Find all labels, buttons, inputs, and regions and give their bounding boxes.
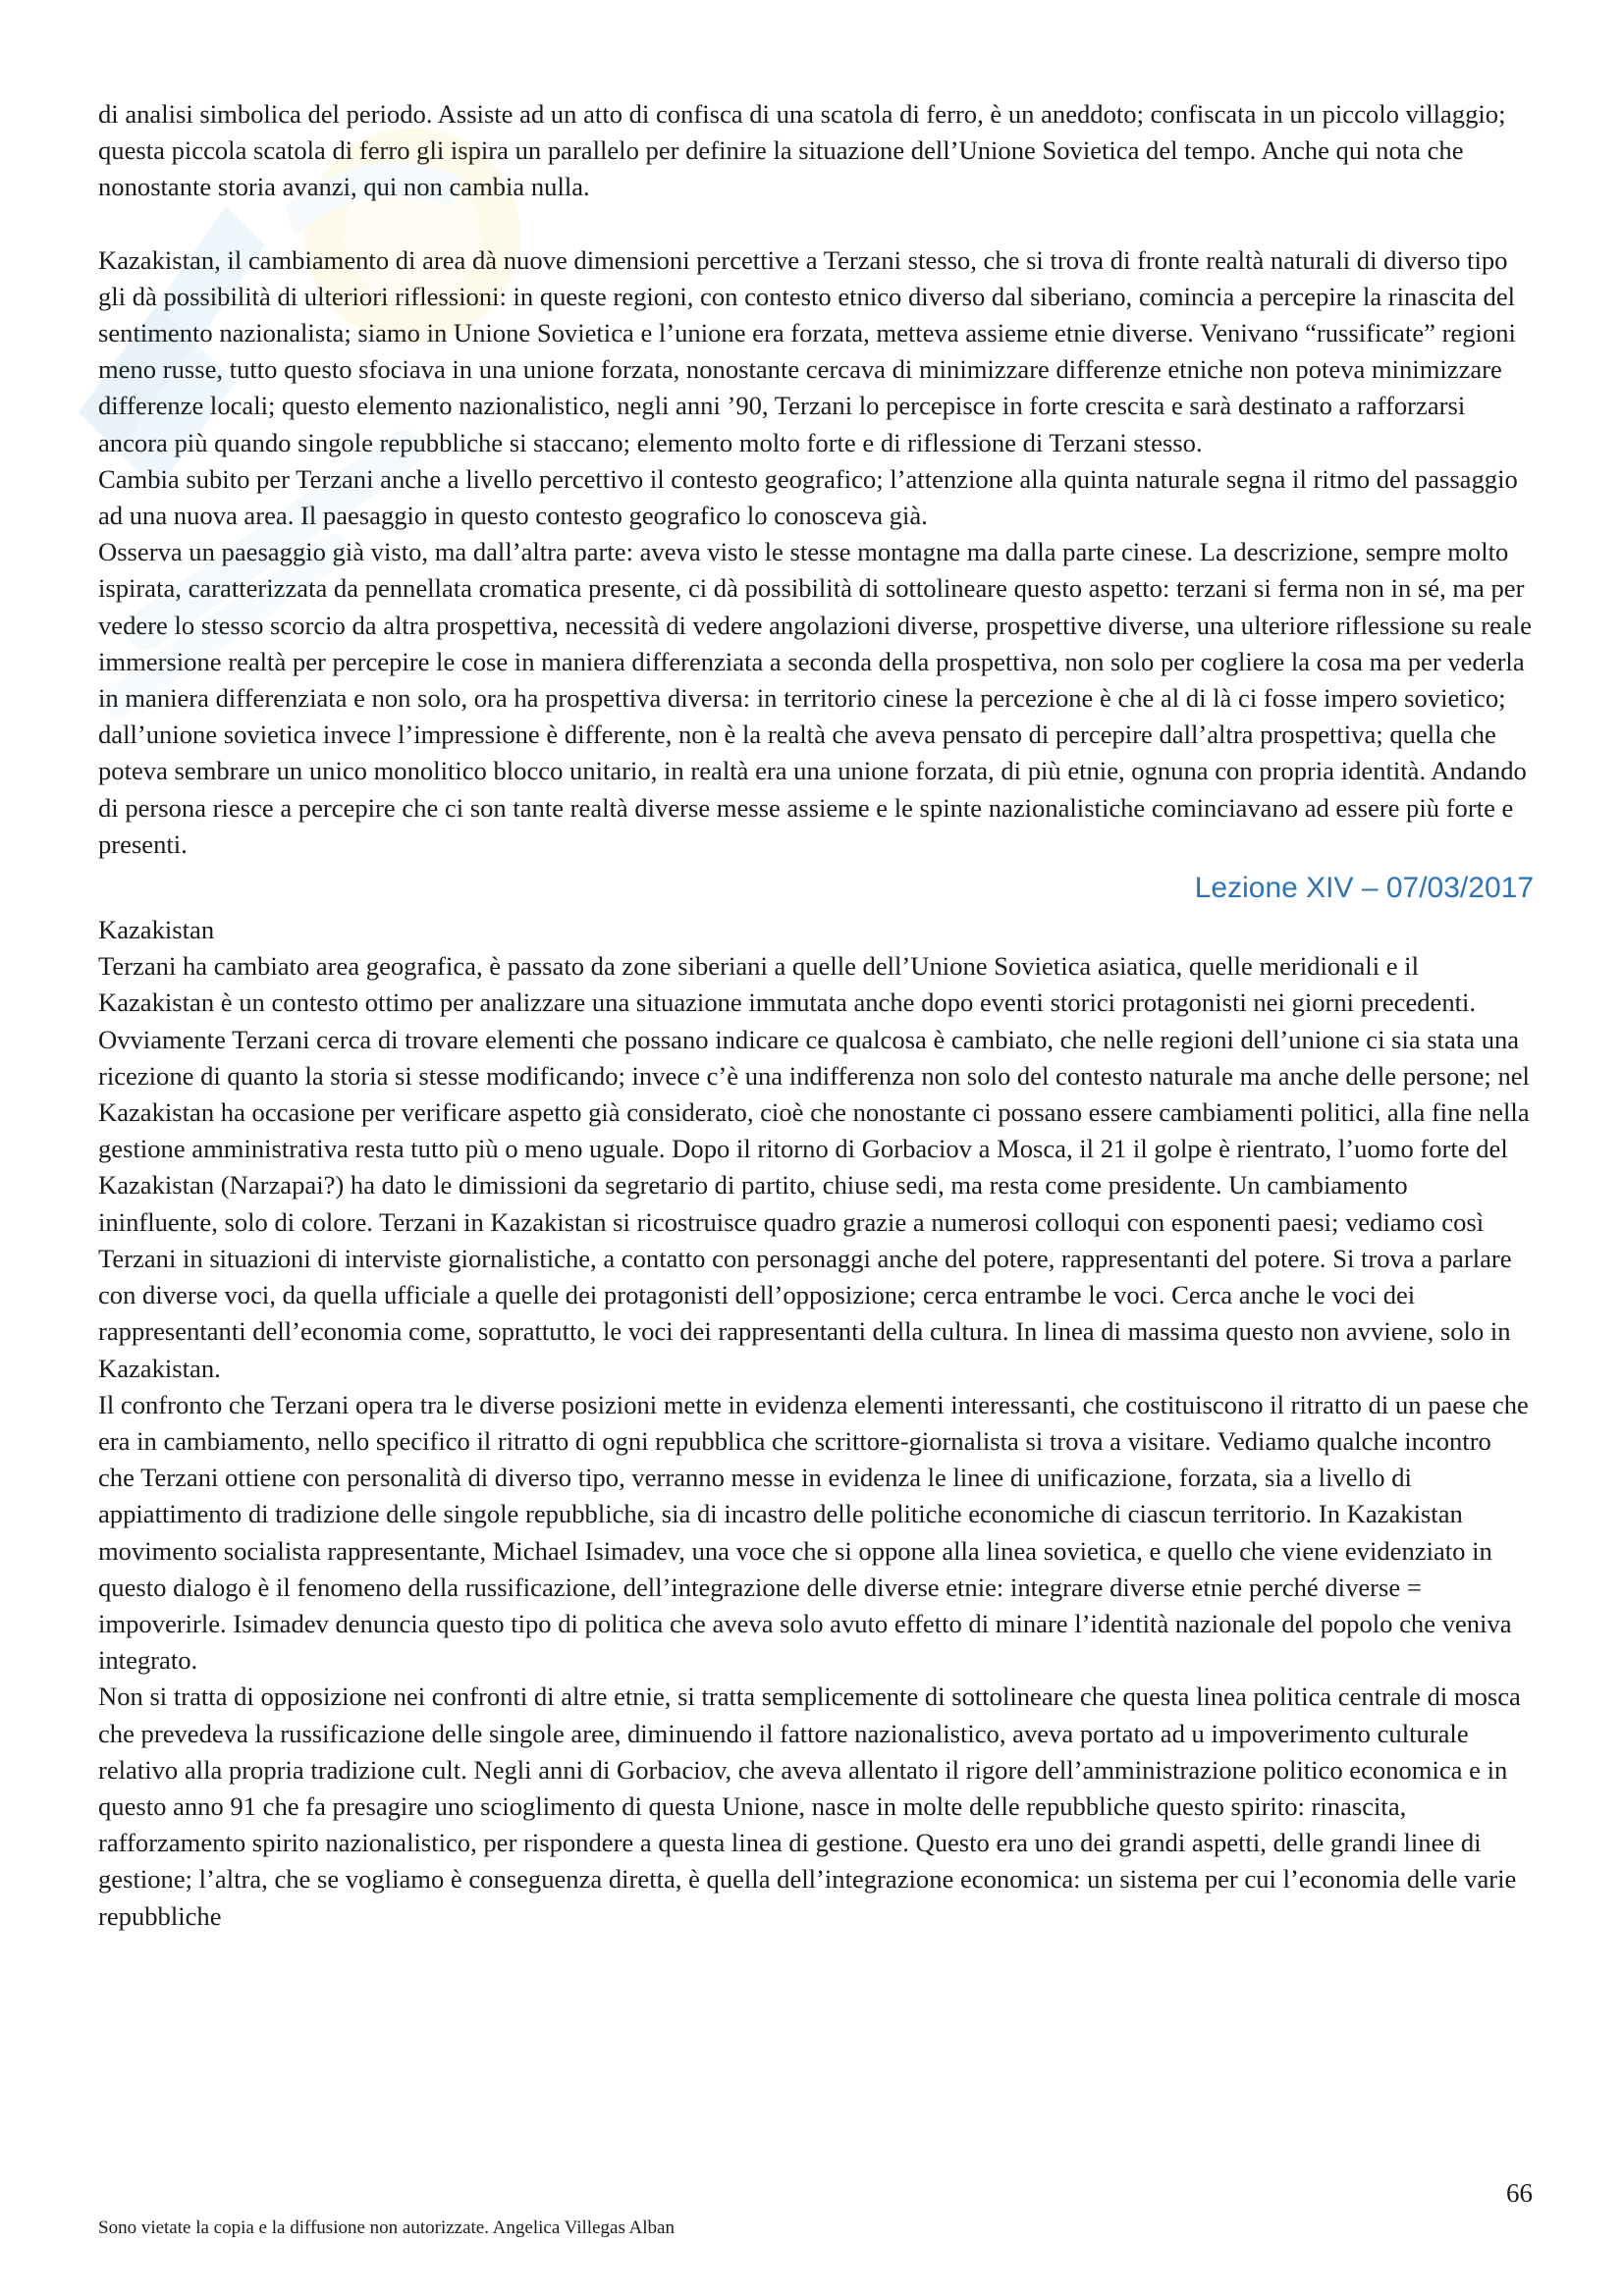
paragraph: Kazakistan, il cambiamento di area dà nuove dimensioni percettive a Terzani stesso, che si trova di fronte realtà naturali di diverso tipo gli dà possibilità di ulteriori riflessioni: in queste regioni, con contesto etnico diverso dal siberiano, comincia a percepire la rinascita del sentimento nazionalista; siamo in Unione Sovietica e l’unione era forzata, metteva assieme etnie diverse. Venivano “russificate” regioni meno russe, tutto questo sfociava in una unione forzata, nonostante cercava di minimizzare differenze etniche non poteva minimizzare differenze locali; questo elemento nazionalistico, negli anni ’90, Terzani lo percepisce in forte crescita e sarà destinato a rafforzarsi ancora più quando singole repubbliche si staccano; elemento molto forte e di riflessione di Terzani stesso. <box>98 244 1516 457</box>
paragraph: Il confronto che Terzani opera tra le diverse posizioni mette in evidenza elementi interessanti, che costituiscono il ritratto di un paese che era in cambiamento, nello specifico il ritratto di ogni repubblica che scrittore-giornalista si trova a visitare. Vediamo qualche incontro che Terzani ottiene con personalità di diverso tipo, verranno messe in evidenza le linee di unificazione, forzata, sia a livello di appiattimento di tradizione delle singole repubbliche, sia di incastro delle politiche economiche di ciascun territorio. In Kazakistan movimento socialista rappresentante, Michael Isimadev, una voce che si oppone alla linea sovietica, e quello che viene evidenziato in questo dialogo è il fenomeno della russificazione, dell’integrazione delle diverse etnie: integrare diverse etnie perché diverse = impoverirle. Isimadev denuncia questo tipo di politica che aveva solo avuto effetto di minare l’identità nazionale del popolo che veniva integrato. <box>98 1389 1529 1676</box>
document-body <box>98 96 1534 1935</box>
lesson-heading: Lezione XIV – 07/03/2017 <box>1194 872 1534 905</box>
paragraph-spacer <box>98 206 1534 242</box>
paragraph: Ovviamente Terzani cerca di trovare elementi che possano indicare ce qualcosa è cambiato, che nelle regioni dell’unione ci sia stata una ricezione di quanto la storia si stesse modificando; invece c’è una indifferenza non solo del contesto naturale ma anche delle persone; nel Kazakistan ha occasione per verificare aspetto già considerato, cioè che nonostante ci possano essere cambiamenti politici, alla fine nella gestione amministrativa resta tutto più o meno uguale. Dopo il ritorno di Gorbaciov a Mosca, il 21 il golpe è rientrato, l’uomo forte del Kazakistan (Narzapai?) ha dato le dimissioni da segretario di partito, chiuse sedi, ma resta come presidente. Un cambiamento ininfluente, solo di colore. Terzani in Kazakistan si ricostruisce quadro grazie a numerosi colloqui con esponenti paesi; vediamo così Terzani in situazioni di interviste giornalistiche, a contatto con personaggi anche del potere, rappresentanti del potere. Si trova a parlare con diverse voci, da quella ufficiale a quelle dei protagonisti dell’opposizione; cerca entrambe le voci. Cerca anche le voci dei rappresentanti dell’economia come, soprattutto, le voci dei rappresentanti della cultura. In linea di massima questo non avviene, solo in Kazakistan. <box>98 1024 1530 1383</box>
paragraph: Terzani ha cambiato area geografica, è passato da zone siberiani a quelle dell’Unione Sovietica asiatica, quelle meridionali e il Kazakistan è un contesto ottimo per analizzare una situazione immutata anche dopo eventi storici protagonisti nei giorni precedenti. <box>98 951 1477 1018</box>
paragraph: Cambia subito per Terzani anche a livello percettivo il contesto geografico; l’attenzione alla quinta naturale segna il ritmo del passaggio ad una nuova area. Il paesaggio in questo contesto geografico lo conosceva già. <box>98 463 1518 531</box>
paragraph: Osserva un paesaggio già visto, ma dall’altra parte: aveva visto le stesse montagne ma dalla parte cinese. La descrizione, sempre molto ispirata, caratterizzata da pennellata cromatica presente, ci dà possibilità di sottolineare questo aspetto: terzani si ferma non in sé, ma per vedere lo stesso scorcio da altra prospettiva, necessità di vedere angolazioni diverse, prospettive diverse, una ulteriore riflessione su reale immersione realtà per percepire le cose in maniera differenziata a seconda della prospettiva, non solo per cogliere la cosa ma per vederla in maniera differenziata e non solo, ora ha prospettiva diversa: in territorio cinese la percezione è che al di là ci fosse impero sovietico; dall’unione sovietica invece l’impressione è differente, non è la realtà che aveva pensato di percepire dall’altra prospettiva; quella che poteva sembrare un unico monolitico blocco unitario, in realtà era una unione forzata, di più etnie, ognuna con propria identità. Andando di persona riesce a percepire che ci son tante realtà diverse messe assieme e le spinte nazionalistiche cominciavano ad essere più forte e presenti. <box>98 537 1532 859</box>
section-title: Kazakistan <box>98 915 215 945</box>
footer-note: Sono vietate la copia e la diffusione non autorizzate. Angelica Villegas Alban <box>98 2217 675 2238</box>
paragraph: Non si tratta di opposizione nei confronti di altre etnie, si tratta semplicemente di sottolineare che questa linea politica centrale di mosca che prevedeva la russificazione delle singole aree, diminuendo il fattore nazionalistico, aveva portato ad u impoverimento culturale relativo alla propria tradizione cult. Negli anni di Gorbaciov, che aveva allentato il rigore dell’amministrazione politico economica e in questo anno 91 che fa presagire uno scioglimento di questa Unione, nasce in molte delle repubbliche questo spirito: rinascita, rafforzamento spirito nazionalistico, per rispondere a questa linea di gestione. Questo era uno dei grandi aspetti, delle grandi linee di gestione; l’altra, che se vogliamo è conseguenza diretta, è quella dell’integrazione economica: un sistema per cui l’economia delle varie repubbliche <box>98 1682 1521 1931</box>
paragraph: di analisi simbolica del periodo. Assiste ad un atto di confisca di una scatola di ferro, è un aneddoto; confiscata in un piccolo villaggio; questa piccola scatola di ferro gli ispira un parallelo per definire la situazione dell’Unione Sovietica del tempo. Anche qui nota che nonostante storia avanzi, qui non cambia nulla. <box>98 99 1506 202</box>
page-number: 66 <box>1506 2178 1533 2208</box>
